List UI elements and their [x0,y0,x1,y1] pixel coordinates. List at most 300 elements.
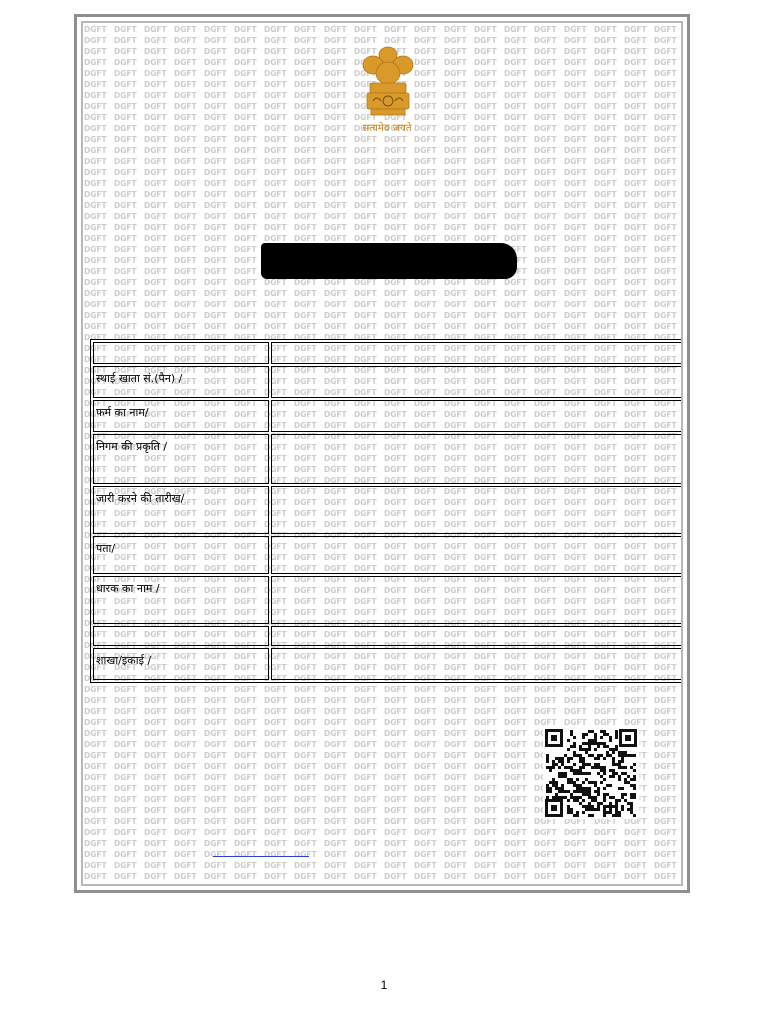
qr-module [612,751,615,754]
qr-module [555,781,558,784]
qr-module [594,781,597,784]
qr-module [609,805,612,808]
qr-module [612,805,615,808]
qr-module [615,811,618,814]
qr-module [621,751,624,754]
qr-module [585,793,588,796]
qr-module [615,805,618,808]
qr-module [588,787,591,790]
qr-module [606,793,609,796]
qr-module [561,790,564,793]
qr-module [588,802,591,805]
qr-module [612,772,615,775]
qr-module [549,787,552,790]
qr-module [546,796,549,799]
qr-module [603,742,606,745]
field-value [271,486,683,534]
qr-module [630,811,633,814]
qr-module [579,766,582,769]
qr-module [567,805,570,808]
qr-module [570,730,573,733]
qr-module [579,784,582,787]
qr-module [582,793,585,796]
qr-module [609,748,612,751]
qr-module [582,757,585,760]
qr-module [624,751,627,754]
qr-module [603,805,606,808]
qr-module [558,760,561,763]
qr-module [570,733,573,736]
qr-module [582,799,585,802]
qr-module [600,730,603,733]
qr-module [615,808,618,811]
qr-module [549,769,552,772]
qr-module [582,742,585,745]
qr-module [621,808,624,811]
qr-module [630,796,633,799]
qr-module [630,754,633,757]
qr-module [606,745,609,748]
qr-module [573,754,576,757]
field-value [271,648,683,680]
qr-module [591,814,594,817]
qr-module [603,745,606,748]
qr-module [588,805,591,808]
qr-module [600,775,603,778]
qr-module [621,766,624,769]
qr-module [555,763,558,766]
table-row [93,366,683,398]
qr-module [582,787,585,790]
qr-module [603,778,606,781]
qr-module [561,757,564,760]
qr-module [594,766,597,769]
qr-module [585,790,588,793]
qr-module [579,757,582,760]
qr-module [600,781,603,784]
qr-module [591,754,594,757]
qr-module [633,775,636,778]
qr-module [591,796,594,799]
qr-module [594,736,597,739]
qr-module [618,763,621,766]
qr-module [621,787,624,790]
qr-module [573,745,576,748]
qr-module [609,775,612,778]
qr-module [567,808,570,811]
qr-module [561,784,564,787]
qr-module [603,733,606,736]
qr-module [603,757,606,760]
redacted-title-block [261,243,517,279]
field-value [271,342,683,364]
page-number: 1 [380,978,388,992]
qr-module [594,733,597,736]
qr-module [591,799,594,802]
qr-module [618,775,621,778]
qr-module [555,784,558,787]
qr-module [627,775,630,778]
qr-module [594,757,597,760]
qr-module [606,754,609,757]
qr-module [558,790,561,793]
qr-module [624,799,627,802]
qr-module [579,760,582,763]
qr-module [609,811,612,814]
qr-module [630,778,633,781]
qr-module [597,763,600,766]
qr-module [615,799,618,802]
qr-module [555,757,558,760]
qr-module [582,805,585,808]
qr-module [573,736,576,739]
qr-module [588,808,591,811]
qr-module [576,769,579,772]
qr-module [633,784,636,787]
qr-module [597,766,600,769]
qr-module [627,754,630,757]
qr-module [564,766,567,769]
qr-module [588,745,591,748]
qr-module [600,736,603,739]
qr-module [594,808,597,811]
qr-module [615,763,618,766]
qr-module [582,736,585,739]
qr-module [582,790,585,793]
qr-module [576,772,579,775]
qr-module [597,808,600,811]
field-label-firm-name: फर्म का नाम/ [93,400,269,432]
qr-module [600,766,603,769]
qr-module [612,748,615,751]
qr-module [591,766,594,769]
qr-module [603,811,606,814]
qr-module [573,772,576,775]
certificate-inner-border [81,21,683,886]
field-label-nature-of-concern: निगम की प्रकृति / [93,434,269,484]
field-label-holder-name: धारक का नाम / [93,576,269,624]
qr-module [594,742,597,745]
qr-module [564,790,567,793]
qr-module [591,781,594,784]
qr-module [630,805,633,808]
qr-module [546,787,549,790]
table-row [93,342,683,364]
qr-module [573,769,576,772]
qr-module [582,760,585,763]
qr-module [615,745,618,748]
field-label-pan: स्थाई खाता सं.(पैन) / [93,366,269,398]
qr-module [561,787,564,790]
qr-module [582,733,585,736]
qr-module [576,778,579,781]
qr-module [573,763,576,766]
qr-module [600,754,603,757]
qr-module [567,778,570,781]
qr-module [582,763,585,766]
qr-module [615,814,618,817]
qr-module [570,769,573,772]
qr-module [570,796,573,799]
qr-module [555,793,558,796]
qr-module [603,808,606,811]
qr-module [609,739,612,742]
qr-module [594,763,597,766]
qr-module [603,787,606,790]
qr-module [597,745,600,748]
qr-module [582,781,585,784]
qr-module [573,784,576,787]
field-label-issue-date: जारी करने की तारीख/ [93,486,269,534]
qr-module [618,760,621,763]
qr-module [567,766,570,769]
table-row [93,400,683,432]
qr-module [597,793,600,796]
qr-module [561,796,564,799]
qr-module [564,772,567,775]
field-value [271,400,683,432]
qr-module [609,802,612,805]
qr-module [585,748,588,751]
qr-module [597,787,600,790]
qr-module [546,766,549,769]
qr-module [570,793,573,796]
qr-module [567,748,570,751]
qr-module [603,793,606,796]
qr-module [570,757,573,760]
qr-module [567,757,570,760]
qr-module [561,772,564,775]
qr-module [585,778,588,781]
qr-module [624,772,627,775]
qr-module [597,757,600,760]
qr-module [573,781,576,784]
qr-module [558,787,561,790]
qr-module [552,778,555,781]
qr-module [567,781,570,784]
qr-module [579,802,582,805]
qr-module [600,742,603,745]
field-value [271,576,683,624]
qr-module [579,772,582,775]
qr-module [609,796,612,799]
qr-module [621,760,624,763]
qr-module [624,793,627,796]
qr-module [633,796,636,799]
qr-module [633,778,636,781]
field-value [271,366,683,398]
qr-module [618,766,621,769]
qr-module [591,739,594,742]
qr-module [588,793,591,796]
qr-module [564,775,567,778]
qr-module [591,742,594,745]
qr-module [591,805,594,808]
qr-module [594,784,597,787]
qr-module [591,808,594,811]
table-row [93,434,683,484]
qr-module [573,790,576,793]
qr-module [612,757,615,760]
qr-module [594,790,597,793]
qr-module [552,766,555,769]
qr-module [573,751,576,754]
qr-module [609,736,612,739]
qr-module [558,775,561,778]
qr-module [570,778,573,781]
signature-link-underline[interactable] [213,856,309,857]
qr-module [576,811,579,814]
qr-module [579,745,582,748]
qr-module [570,808,573,811]
qr-module [603,814,606,817]
qr-module [552,784,555,787]
qr-module [609,784,612,787]
qr-module [549,790,552,793]
qr-module [570,766,573,769]
qr-module [615,736,618,739]
qr-module [597,754,600,757]
qr-module [603,796,606,799]
qr-module [588,739,591,742]
qr-module [612,814,615,817]
qr-module [609,808,612,811]
field-label [93,626,269,646]
qr-module [597,805,600,808]
qr-module [621,757,624,760]
qr-module [600,802,603,805]
qr-module [618,799,621,802]
qr-module [570,745,573,748]
field-value [271,434,683,484]
qr-module [576,787,579,790]
qr-module [618,751,621,754]
qr-module [546,757,549,760]
qr-module [570,781,573,784]
qr-module [615,730,618,733]
qr-module [576,790,579,793]
qr-module [597,802,600,805]
qr-module [552,760,555,763]
qr-module [594,739,597,742]
qr-module [558,796,561,799]
qr-module [576,784,579,787]
qr-module [576,796,579,799]
qr-module [609,769,612,772]
qr-module [585,751,588,754]
national-emblem-icon [353,43,423,125]
qr-module [633,787,636,790]
qr-module [612,763,615,766]
qr-module [561,760,564,763]
qr-module [558,757,561,760]
qr-module [573,814,576,817]
qr-module [567,811,570,814]
qr-module [612,760,615,763]
qr-module [585,763,588,766]
qr-module [579,787,582,790]
qr-module [606,784,609,787]
table-row [93,626,683,646]
qr-module [618,811,621,814]
qr-module [588,781,591,784]
qr-module [567,799,570,802]
qr-module [618,778,621,781]
certificate-frame [74,14,690,893]
certificate-details-table [90,339,683,683]
qr-module [579,769,582,772]
qr-module [630,793,633,796]
qr-module [612,769,615,772]
table-row [93,536,683,574]
qr-module [585,805,588,808]
qr-module [579,796,582,799]
table-row [93,648,683,680]
qr-module [615,802,618,805]
qr-code-icon [543,727,639,819]
qr-module [627,802,630,805]
qr-module [606,733,609,736]
qr-module [549,766,552,769]
qr-module [588,730,591,733]
qr-module [606,805,609,808]
qr-module [603,766,606,769]
qr-module [588,763,591,766]
qr-module [591,730,594,733]
qr-module [633,769,636,772]
qr-module [615,733,618,736]
qr-module [585,772,588,775]
qr-module [588,742,591,745]
field-value [271,536,683,574]
qr-module [615,748,618,751]
qr-module [546,754,549,757]
table-row [93,576,683,624]
qr-module [606,811,609,814]
qr-module [594,748,597,751]
qr-module [594,796,597,799]
qr-module [573,796,576,799]
qr-module [588,754,591,757]
qr-module [621,772,624,775]
qr-module [576,754,579,757]
qr-module [624,781,627,784]
qr-module [585,733,588,736]
qr-module [603,769,606,772]
qr-module [588,814,591,817]
qr-module [630,784,633,787]
table-row [93,486,683,534]
qr-module [552,763,555,766]
qr-module [606,751,609,754]
qr-module [555,796,558,799]
qr-module [546,784,549,787]
qr-module [558,766,561,769]
qr-module [612,775,615,778]
qr-module [588,748,591,751]
qr-module [561,763,564,766]
qr-module [624,754,627,757]
qr-module [582,766,585,769]
field-label-branch-unit: शाखा/इकाई / [93,648,269,680]
qr-module [633,754,636,757]
qr-module [564,754,567,757]
qr-module [585,742,588,745]
qr-module [588,772,591,775]
qr-module [630,802,633,805]
qr-module [582,811,585,814]
qr-module [618,814,621,817]
